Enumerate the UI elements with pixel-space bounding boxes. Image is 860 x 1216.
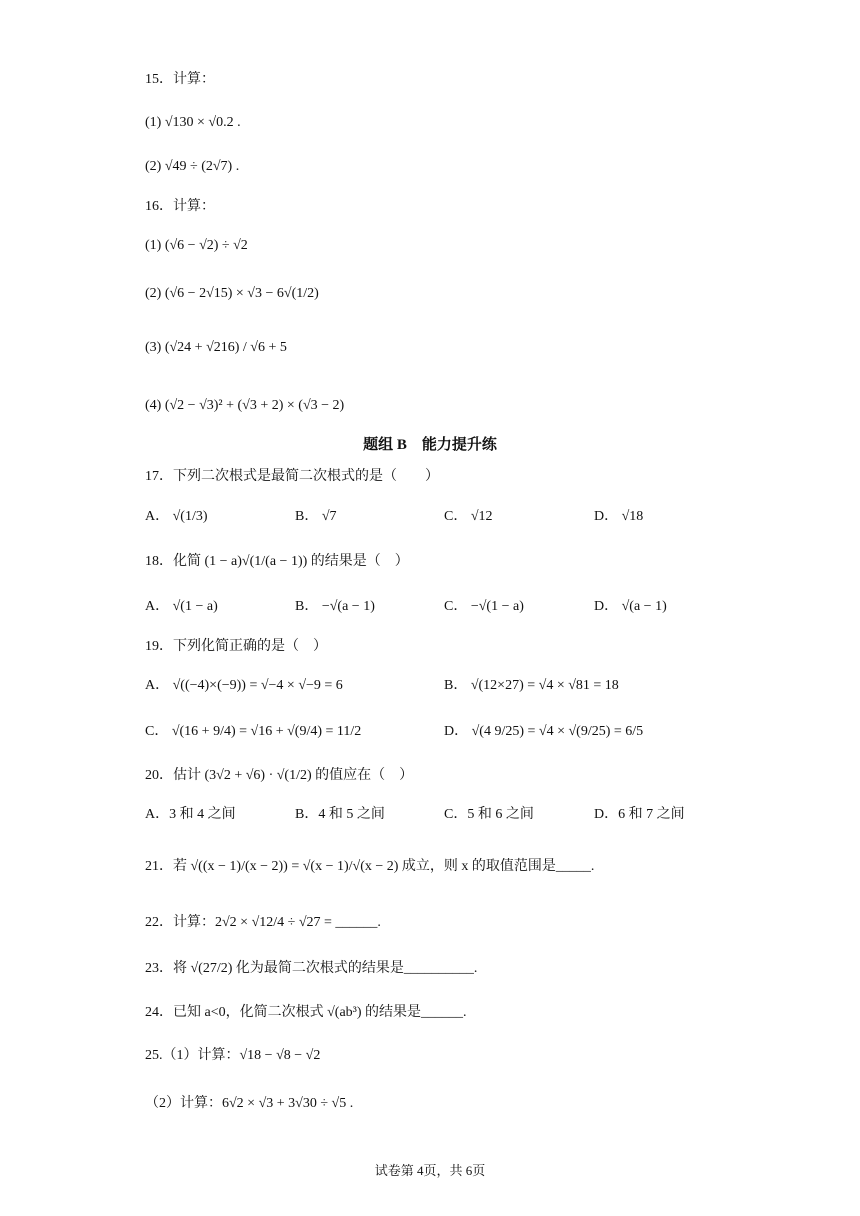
q18-option-d: D． √(a − 1) [594,599,667,614]
q25-part1: 25.（1）计算：√18 − √8 − √2 [145,1048,321,1063]
q20-option-a: A．3 和 4 之间 [145,807,236,822]
q17-option-d: D． √18 [594,509,644,524]
q20-option-c: C．5 和 6 之间 [444,807,534,822]
page-footer: 试卷第 4页，共 6页 [374,1163,486,1178]
q18-option-b: B． −√(a − 1) [295,599,375,614]
q17-option-a: A． √(1/3) [145,509,208,524]
q18-option-a: A． √(1 − a) [145,599,218,614]
q16-part1: (1) (√6 − √2) ÷ √2 [145,238,248,253]
q20-stem: 20．估计 (3√2 + √6) · √(1/2) 的值应在（ ） [145,768,414,783]
q19-stem: 19．下列化简正确的是（ ） [145,639,327,654]
q22-stem: 22．计算：2√2 × √12/4 ÷ √27 = ______. [145,915,381,930]
q16-part2: (2) (√6 − 2√15) × √3 − 6√(1/2) [145,286,319,301]
q15-part2: (2) √49 ÷ (2√7) . [145,159,240,174]
q23-stem: 23．将 √(27/2) 化为最简二次根式的结果是__________. [145,961,478,976]
q18-stem: 18．化简 (1 − a)√(1/(a − 1)) 的结果是（ ） [145,554,409,569]
q16-part3: (3) (√24 + √216) / √6 + 5 [145,340,287,355]
q16-part4: (4) (√2 − √3)² + (√3 + 2) × (√3 − 2) [145,398,345,413]
q16-stem: 16．计算： [145,199,215,214]
q19-option-a: A． √((−4)×(−9)) = √−4 × √−9 = 6 [145,678,343,693]
q18-option-c: C． −√(1 − a) [444,599,524,614]
q24-stem: 24．已知 a<0，化简二次根式 √(ab³) 的结果是______. [145,1005,467,1020]
q19-option-c: C． √(16 + 9/4) = √16 + √(9/4) = 11/2 [145,724,362,739]
q25-part2: （2）计算：6√2 × √3 + 3√30 ÷ √5 . [145,1096,354,1111]
q19-option-b: B． √(12×27) = √4 × √81 = 18 [444,678,619,693]
q17-stem: 17．下列二次根式是最简二次根式的是（ ） [145,469,439,484]
q20-option-b: B．4 和 5 之间 [295,807,385,822]
q17-option-c: C． √12 [444,509,493,524]
q20-option-d: D．6 和 7 之间 [594,807,685,822]
q21-stem: 21．若 √((x − 1)/(x − 2)) = √(x − 1)/√(x − 2) 成立，则 x 的取值范围是_____. [145,859,595,874]
q19-option-d: D． √(4 9/25) = √4 × √(9/25) = 6/5 [444,724,644,739]
q15-part1: (1) √130 × √0.2 . [145,115,241,130]
q17-option-b: B． √7 [295,509,337,524]
q15-stem: 15．计算： [145,72,215,87]
section-heading-b: 题组 B 能力提升练 [363,437,497,453]
